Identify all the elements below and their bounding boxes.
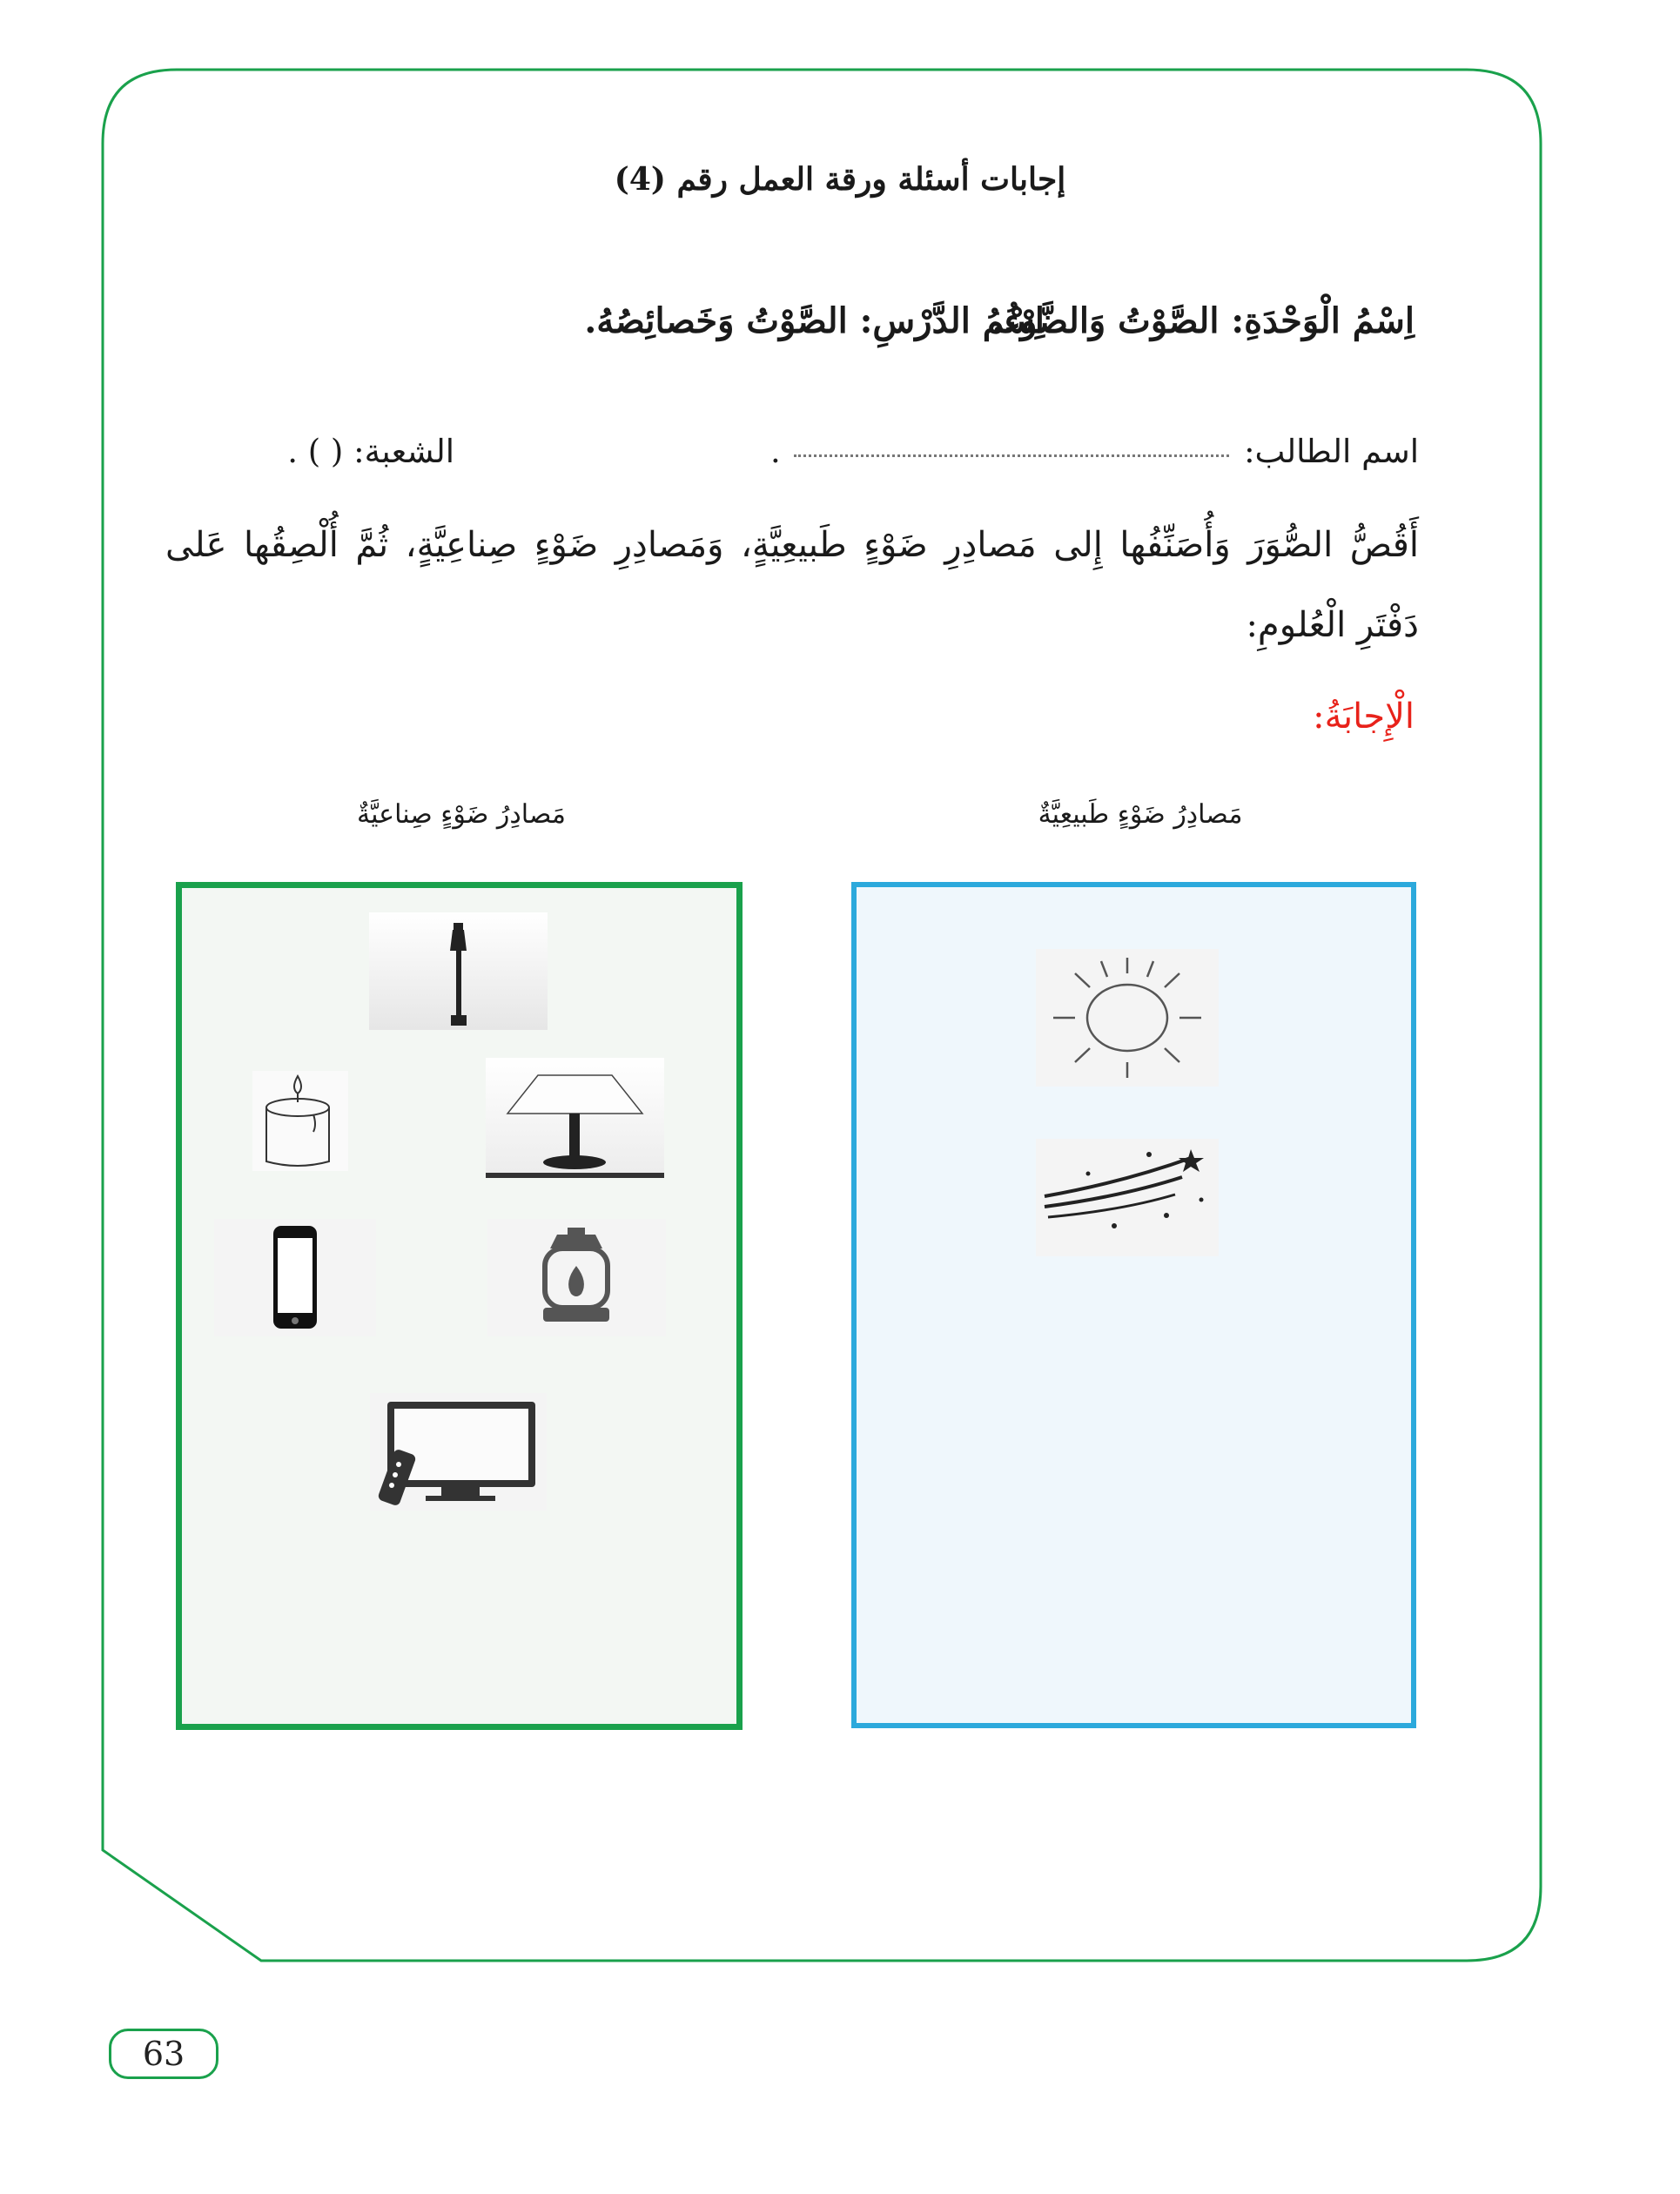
table-lamp-icon <box>486 1058 664 1178</box>
section-label: الشعبة: ( ) . <box>287 433 454 470</box>
page-number: 63 <box>109 2029 218 2079</box>
lantern-icon <box>487 1219 666 1336</box>
instruction-text: أَقُصُّ الصُّوَرَ وَأُصَنِّفُها إِلى مَصادِرِ ضَوْءٍ طَبيعِيَّةٍ، وَمَصادِرِ ضَوْءٍ صِناعِيَّةٍ، ثُمَّ أُلْصِقُها عَلى دَفْتَرِ الْعُلومِ: <box>165 525 1419 645</box>
sun-icon <box>1036 949 1219 1087</box>
student-name-field[interactable] <box>794 454 1229 457</box>
unit-name: اِسْمُ الْوَحْدَةِ: الصَّوْتُ وَالضَّوْءُ. <box>991 300 1415 341</box>
mobile-phone-icon <box>214 1219 376 1336</box>
street-lamp-icon <box>369 912 548 1030</box>
page-title: إجابات أسئلة ورقة العمل رقم (4) <box>614 161 1066 198</box>
answer-label: الْإِجابَةُ: <box>1313 697 1415 737</box>
television-icon <box>370 1393 547 1511</box>
student-name-end: . <box>770 433 781 470</box>
shooting-star-icon <box>1036 1139 1219 1256</box>
lesson-name: اِسْمُ الدَّرْسِ: الصَّوْتُ وَخَصائِصُهُ. <box>584 300 1045 341</box>
natural-sources-heading: مَصادِرُ ضَوْءٍ طَبيعِيَّةٌ <box>1038 799 1243 830</box>
artificial-sources-heading: مَصادِرُ ضَوْءٍ صِناعيَّةٌ <box>357 799 566 830</box>
student-name-label: اسم الطالب: <box>1244 433 1419 470</box>
candle-icon <box>252 1071 348 1171</box>
